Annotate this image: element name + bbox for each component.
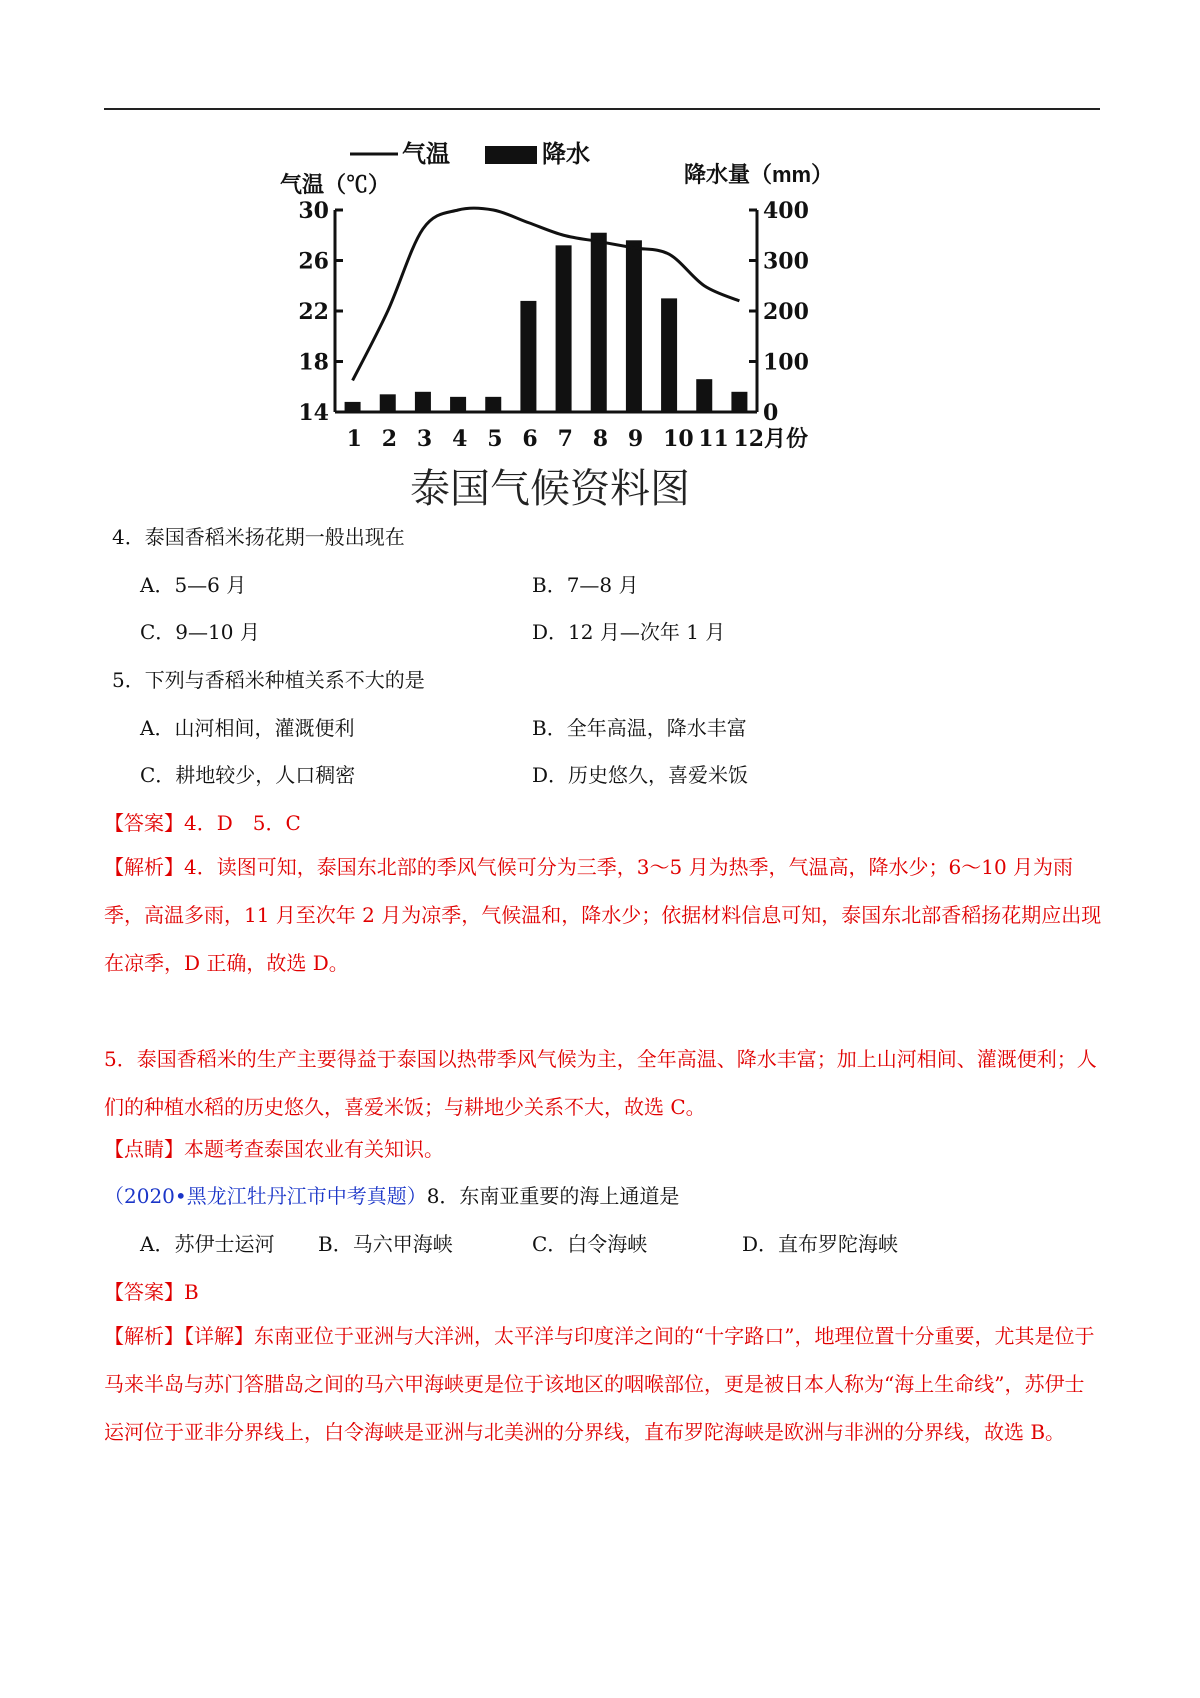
- x-tick-label: 2: [381, 426, 398, 452]
- analysis-q8: 【解析】【详解】东南亚位于亚洲与大洋洲，太平洋与印度洋之间的“十字路口”，地理位置十分重要，尤其是位于马来半岛与苏门答腊岛之间的马六甲海峡更是位于该地区的咽喉部位，更是被日本人称为“海上生命线”，苏伊士运河位于亚非分界线上，白令海峡是亚洲与北美洲的分界线，直布罗陀海峡是欧洲与非洲的分界线，故选 B。: [104, 1324, 1095, 1444]
- q8-option-b[interactable]: B．马六甲海峡: [318, 1232, 453, 1256]
- chart-title: 泰国气候资料图: [410, 466, 690, 512]
- q8-option-d[interactable]: D．直布罗陀海峡: [742, 1232, 899, 1256]
- y-left-tick-label: 26: [298, 248, 329, 275]
- y-right-tick-label: 300: [763, 248, 809, 275]
- q4-option-d[interactable]: D．12 月—次年 1 月: [532, 620, 726, 644]
- precip-bar: [696, 379, 712, 412]
- q4-option-c[interactable]: C．9—10 月: [140, 620, 260, 644]
- legend-line-label: 气温: [402, 141, 450, 168]
- precip-bar: [415, 392, 431, 412]
- y-right-tick-label: 400: [763, 198, 809, 224]
- precip-bar: [556, 245, 572, 412]
- q8-stem: 8．东南亚重要的海上通道是: [426, 1184, 680, 1208]
- precip-bar: [380, 394, 396, 412]
- header-rule: [104, 108, 1100, 110]
- q8-source: （2020•黑龙江牡丹江市中考真题）: [104, 1184, 427, 1208]
- analysis-q5: 5．泰国香稻米的生产主要得益于泰国以热带季风气候为主，全年高温、降水丰富；加上山河相间、灌溉便利；人们的种植水稻的历史悠久，喜爱米饭；与耕地少关系不大，故选 C。: [104, 1047, 1097, 1119]
- x-tick-label: 1: [346, 426, 362, 452]
- legend-bar-swatch: [485, 146, 537, 164]
- y-right-tick-label: 200: [763, 299, 809, 325]
- q4-option-b[interactable]: B．7—8 月: [532, 573, 639, 597]
- precip-bar: [520, 301, 536, 412]
- x-tick-label: 12月份: [733, 426, 809, 452]
- x-tick-label: 5: [487, 426, 503, 452]
- y-left-tick-label: 14: [298, 400, 329, 426]
- answer-4-5: 【答案】4．D 5．C: [104, 811, 301, 835]
- q5-option-b[interactable]: B．全年高温，降水丰富: [532, 716, 747, 740]
- y-right-tick-label: 100: [763, 349, 809, 376]
- precip-bar: [661, 298, 677, 412]
- y-left-tick-label: 22: [298, 299, 329, 325]
- q4-stem: 4．泰国香稻米扬花期一般出现在: [112, 525, 405, 549]
- temperature-line: [353, 208, 740, 380]
- precip-bar: [731, 392, 747, 412]
- x-tick-label: 3: [416, 426, 433, 452]
- answer-8: 【答案】B: [104, 1280, 199, 1304]
- analysis-q4: 【解析】4．读图可知，泰国东北部的季风气候可分为三季，3～5 月为热季，气温高，降水少；6～10 月为雨季，高温多雨，11 月至次年 2 月为凉季，气候温和，降水少；依据材料信息可知，泰国东北部香稻扬花期应出现在凉季，D 正确，故选 D。: [104, 855, 1102, 975]
- y-left-tick-label: 30: [298, 198, 329, 224]
- x-tick-label: 4: [452, 426, 468, 452]
- climate-chart: [280, 140, 920, 560]
- q5-option-d[interactable]: D．历史悠久，喜爱米饭: [532, 763, 749, 787]
- q8-option-a[interactable]: A．苏伊士运河: [140, 1232, 275, 1256]
- q8-stem-line: [104, 1181, 679, 1211]
- precip-bar: [345, 402, 361, 412]
- y-right-tick-label: 0: [763, 400, 779, 426]
- q4-option-a[interactable]: A．5—6 月: [140, 573, 247, 597]
- y-right-label: 降水量（mm）: [684, 162, 834, 187]
- x-tick-label: 9: [627, 426, 644, 452]
- precip-bar: [626, 240, 642, 412]
- q5-option-c[interactable]: C．耕地较少，人口稠密: [140, 763, 356, 787]
- tip: 【点睛】本题考查泰国农业有关知识。: [104, 1137, 444, 1161]
- legend-bar-label: 降水: [542, 141, 590, 168]
- q5-stem: 5．下列与香稻米种植关系不大的是: [112, 668, 425, 692]
- x-tick-label: 7: [557, 426, 573, 452]
- precip-bar: [485, 397, 501, 412]
- q5-option-a[interactable]: A．山河相间，灌溉便利: [140, 716, 355, 740]
- x-tick-label: 10: [663, 426, 694, 452]
- precip-bar: [450, 397, 466, 412]
- x-tick-label: 6: [522, 426, 538, 452]
- x-tick-label: 11: [698, 426, 729, 452]
- y-left-tick-label: 18: [298, 349, 329, 376]
- q8-option-c[interactable]: C．白令海峡: [532, 1232, 648, 1256]
- precip-bar: [591, 233, 607, 412]
- y-left-label: 气温（℃）: [280, 172, 391, 197]
- x-tick-label: 8: [592, 426, 609, 452]
